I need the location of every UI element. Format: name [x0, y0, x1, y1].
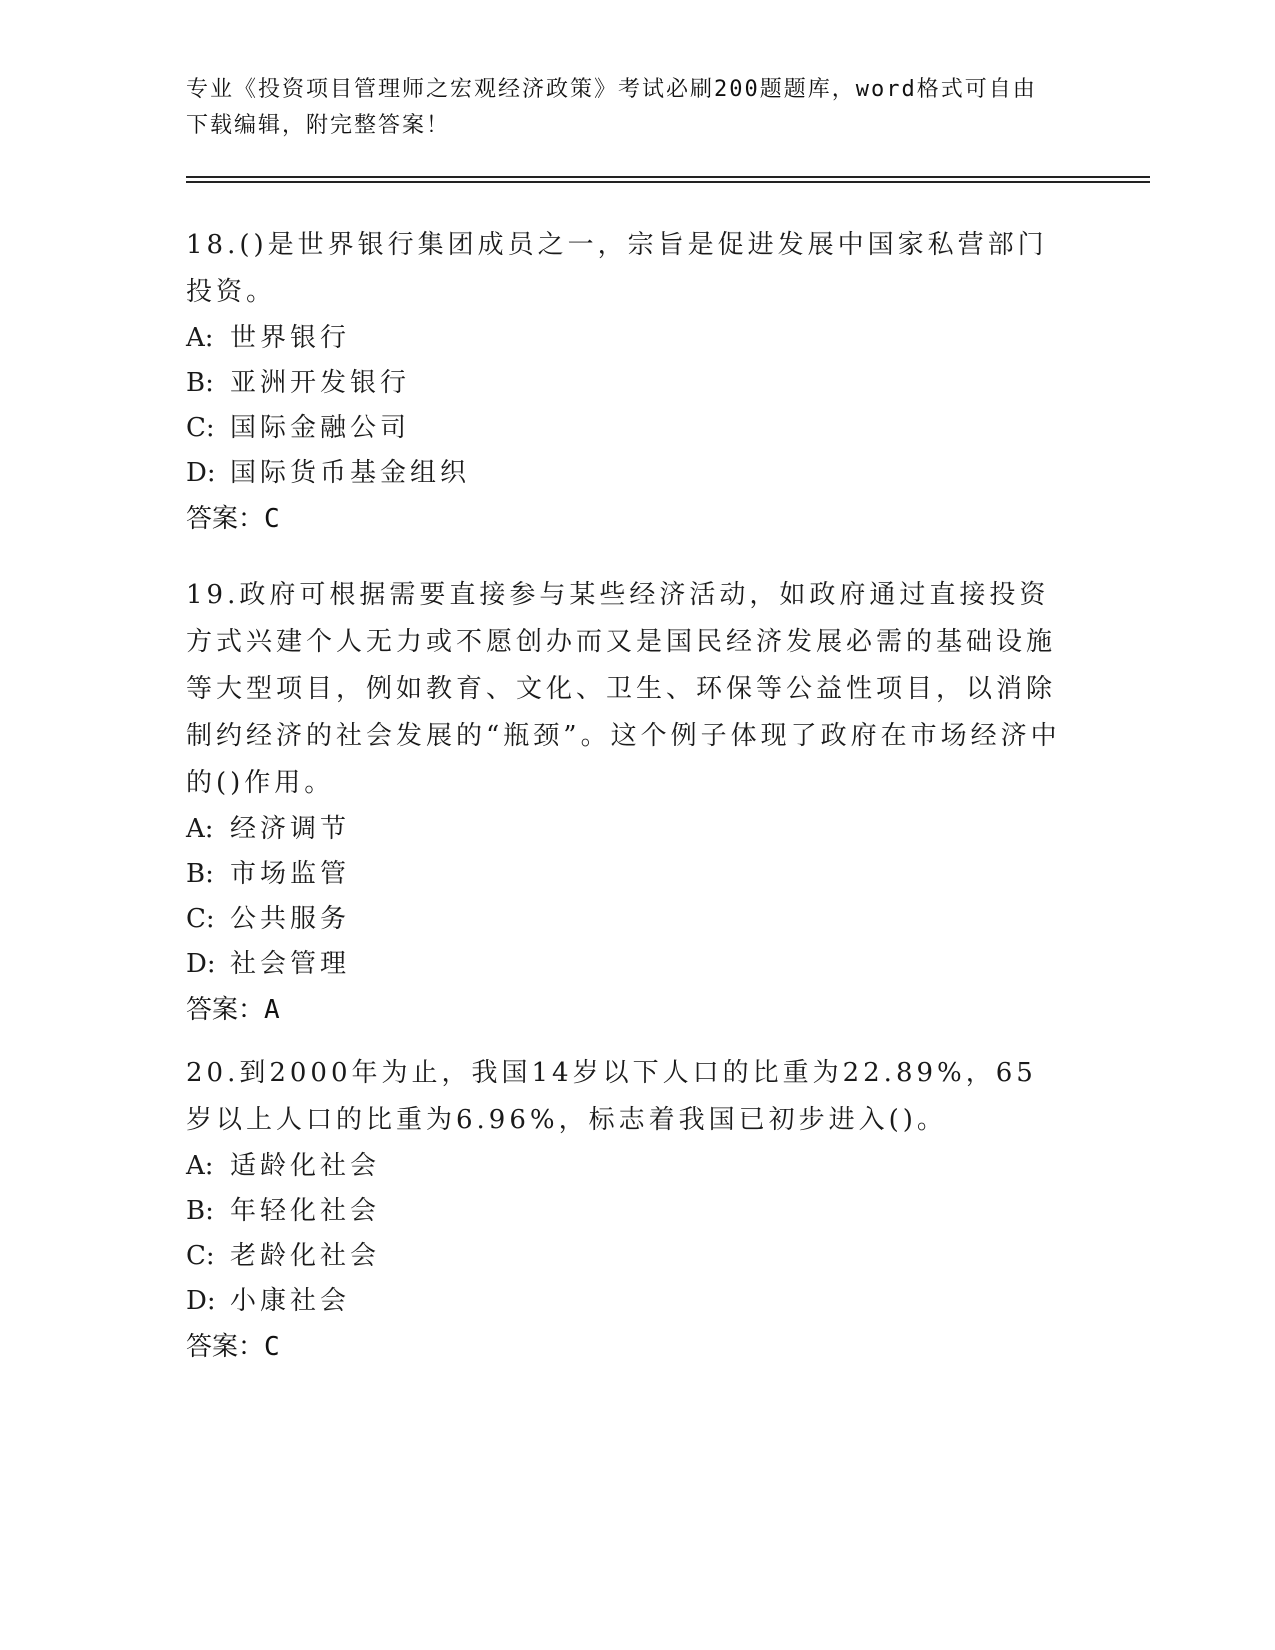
answer-line: 答案：C	[186, 504, 280, 534]
option-letter: B:	[186, 859, 214, 889]
option-c	[186, 1234, 1066, 1279]
question-text: 18.()是世界银行集团成员之一，宗旨是促进发展中国家私营部门投资。	[186, 230, 1048, 307]
option-c	[186, 406, 1066, 451]
question-text: 20.到2000年为止，我国14岁以下人口的比重为22.89%，65岁以上人口的比重为6.96%，标志着我国已初步进入()。	[186, 1058, 1037, 1135]
option-a	[186, 316, 1066, 361]
header-line-1: 专业《投资项目管理师之宏观经济政策》考试必刷200题题库，word格式可自由	[186, 77, 1037, 102]
option-a	[186, 807, 1066, 852]
option-b	[186, 852, 1066, 897]
option-text: 老龄化社会	[230, 1241, 381, 1271]
option-a	[186, 1144, 1066, 1189]
option-text: 市场监管	[230, 859, 351, 889]
header-divider-bottom	[186, 181, 1150, 183]
option-letter: B:	[186, 1196, 214, 1226]
option-text: 适龄化社会	[230, 1151, 381, 1181]
option-text: 社会管理	[230, 949, 351, 979]
answer-line: 答案：A	[186, 995, 280, 1025]
option-letter: D:	[186, 1286, 216, 1316]
option-text: 国际金融公司	[230, 413, 411, 443]
header-divider-top	[186, 176, 1150, 178]
option-letter: D:	[186, 458, 216, 488]
option-text: 国际货币基金组织	[230, 458, 471, 488]
answer-line: 答案：C	[186, 1332, 280, 1362]
option-text: 世界银行	[230, 323, 351, 353]
option-d	[186, 451, 1066, 496]
option-d	[186, 1279, 1066, 1324]
option-letter: A:	[186, 814, 214, 844]
question-19	[186, 572, 1066, 1033]
option-text: 亚洲开发银行	[230, 368, 411, 398]
option-letter: B:	[186, 368, 214, 398]
option-letter: D:	[186, 949, 216, 979]
question-text: 19.政府可根据需要直接参与某些经济活动，如政府通过直接投资方式兴建个人无力或不愿创办而又是国民经济发展必需的基础设施等大型项目，例如教育、文化、卫生、环保等公益性项目，以消除制约经济的社会发展的“瓶颈”。这个例子体现了政府在市场经济中的()作用。	[186, 580, 1061, 798]
option-letter: A:	[186, 1151, 214, 1181]
option-b	[186, 361, 1066, 406]
option-b	[186, 1189, 1066, 1234]
header-line-2: 下载编辑，附完整答案！	[186, 113, 451, 138]
option-d	[186, 942, 1066, 987]
option-text: 公共服务	[230, 904, 351, 934]
option-text: 年轻化社会	[230, 1196, 381, 1226]
option-text: 小康社会	[230, 1286, 351, 1316]
question-18	[186, 222, 1066, 542]
option-text: 经济调节	[230, 814, 351, 844]
option-letter: C:	[186, 904, 215, 934]
option-c	[186, 897, 1066, 942]
option-letter: C:	[186, 1241, 215, 1271]
option-letter: C:	[186, 413, 215, 443]
question-20	[186, 1050, 1066, 1370]
document-header	[186, 72, 1066, 144]
option-letter: A:	[186, 323, 214, 353]
